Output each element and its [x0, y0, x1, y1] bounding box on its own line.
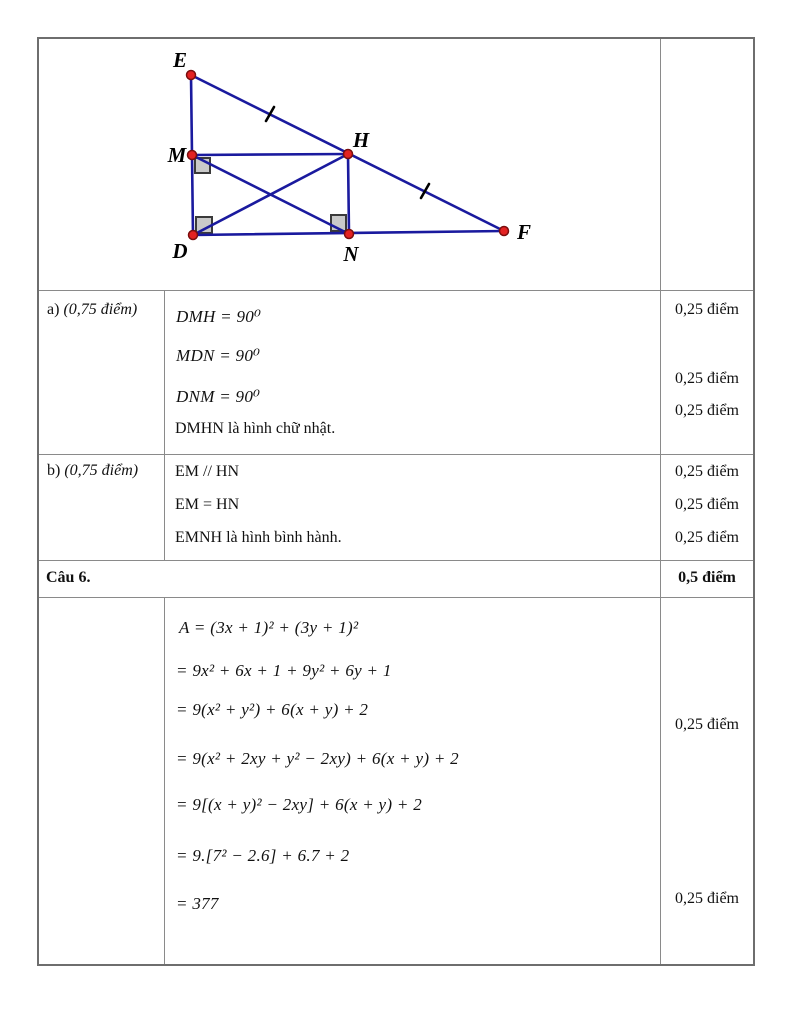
score-label: 0,25 điểm: [675, 496, 739, 513]
answer-line: EM // HN: [175, 463, 239, 480]
question-6-title-cell: [39, 561, 661, 597]
point-dot-M: [188, 151, 197, 160]
question-6-score-cell: [661, 561, 753, 597]
score-label: 0,25 điểm: [675, 402, 739, 419]
part-b-label-cell: [39, 455, 165, 560]
score-label: 0,25 điểm: [675, 529, 739, 546]
answer-line: DMH = 90⁰: [176, 307, 262, 326]
solution-line: = 377: [176, 894, 219, 913]
answer-line: MDN = 90⁰: [176, 346, 261, 365]
point-dot-H: [344, 150, 353, 159]
segment-HN: [348, 154, 349, 234]
geometry-diagram: [39, 39, 661, 291]
solution-line: = 9.[7² − 2.6] + 6.7 + 2: [176, 846, 350, 865]
point-label-E: E: [172, 48, 188, 72]
solution-line: = 9x² + 6x + 1 + 9y² + 6y + 1: [176, 661, 392, 680]
point-label-D: D: [172, 239, 188, 263]
part-a-answer-cell: [165, 291, 661, 454]
part-b-letter: b): [47, 462, 61, 479]
part-a-score-cell: [661, 291, 753, 454]
answer-line: DMHN là hình chữ nhật.: [175, 420, 336, 437]
part-a-letter: a): [47, 301, 60, 318]
segment-MH: [192, 154, 348, 155]
point-dot-D: [189, 231, 198, 240]
diagram-score-cell-empty: [661, 39, 753, 290]
part-b-answer-cell: [165, 455, 661, 560]
solution-line: = 9[(x + y)² − 2xy] + 6(x + y) + 2: [176, 795, 423, 814]
answer-line: EMNH là hình bình hành.: [175, 529, 342, 546]
score-label: 0,25 điểm: [675, 463, 739, 480]
solution-line: = 9(x² + 2xy + y² − 2xy) + 6(x + y) + 2: [176, 749, 459, 768]
part-a-row: [39, 291, 753, 455]
question-6-header-row: [39, 561, 753, 598]
question-6-solution-row: [39, 598, 753, 964]
part-a-label-cell: [39, 291, 165, 454]
point-label-N: N: [343, 242, 359, 266]
point-label-M: M: [167, 143, 187, 167]
solution-line: A = (3x + 1)² + (3y + 1)²: [179, 618, 359, 637]
answer-line: EM = HN: [175, 496, 240, 513]
part-b-points-note: (0,75 điểm): [64, 462, 139, 479]
solution-line: = 9(x² + y²) + 6(x + y) + 2: [176, 700, 369, 719]
solution-left-cell-empty: [39, 598, 165, 964]
question-6-title: Câu 6.: [46, 569, 91, 586]
score-label: 0,25 điểm: [675, 370, 739, 387]
part-b-row: [39, 455, 753, 561]
part-a-label: [47, 301, 137, 319]
grading-table: [37, 37, 755, 966]
diagram-row: [39, 39, 753, 291]
point-label-H: H: [352, 128, 370, 152]
solution-work-cell: [165, 598, 661, 964]
score-label: 0,25 điểm: [675, 890, 739, 907]
point-label-F: F: [516, 220, 532, 244]
question-6-total-score: 0,5 điểm: [678, 569, 736, 586]
point-dot-E: [187, 71, 196, 80]
answer-line: DNM = 90⁰: [176, 387, 261, 406]
diagram-cell: [39, 39, 661, 290]
solution-score-cell: [661, 598, 753, 964]
point-dot-N: [345, 230, 354, 239]
part-b-label: [47, 462, 138, 480]
part-a-points-note: (0,75 điểm): [63, 301, 138, 318]
part-b-score-cell: [661, 455, 753, 560]
point-dot-F: [500, 227, 509, 236]
score-label: 0,25 điểm: [675, 301, 739, 318]
score-label: 0,25 điểm: [675, 716, 739, 733]
